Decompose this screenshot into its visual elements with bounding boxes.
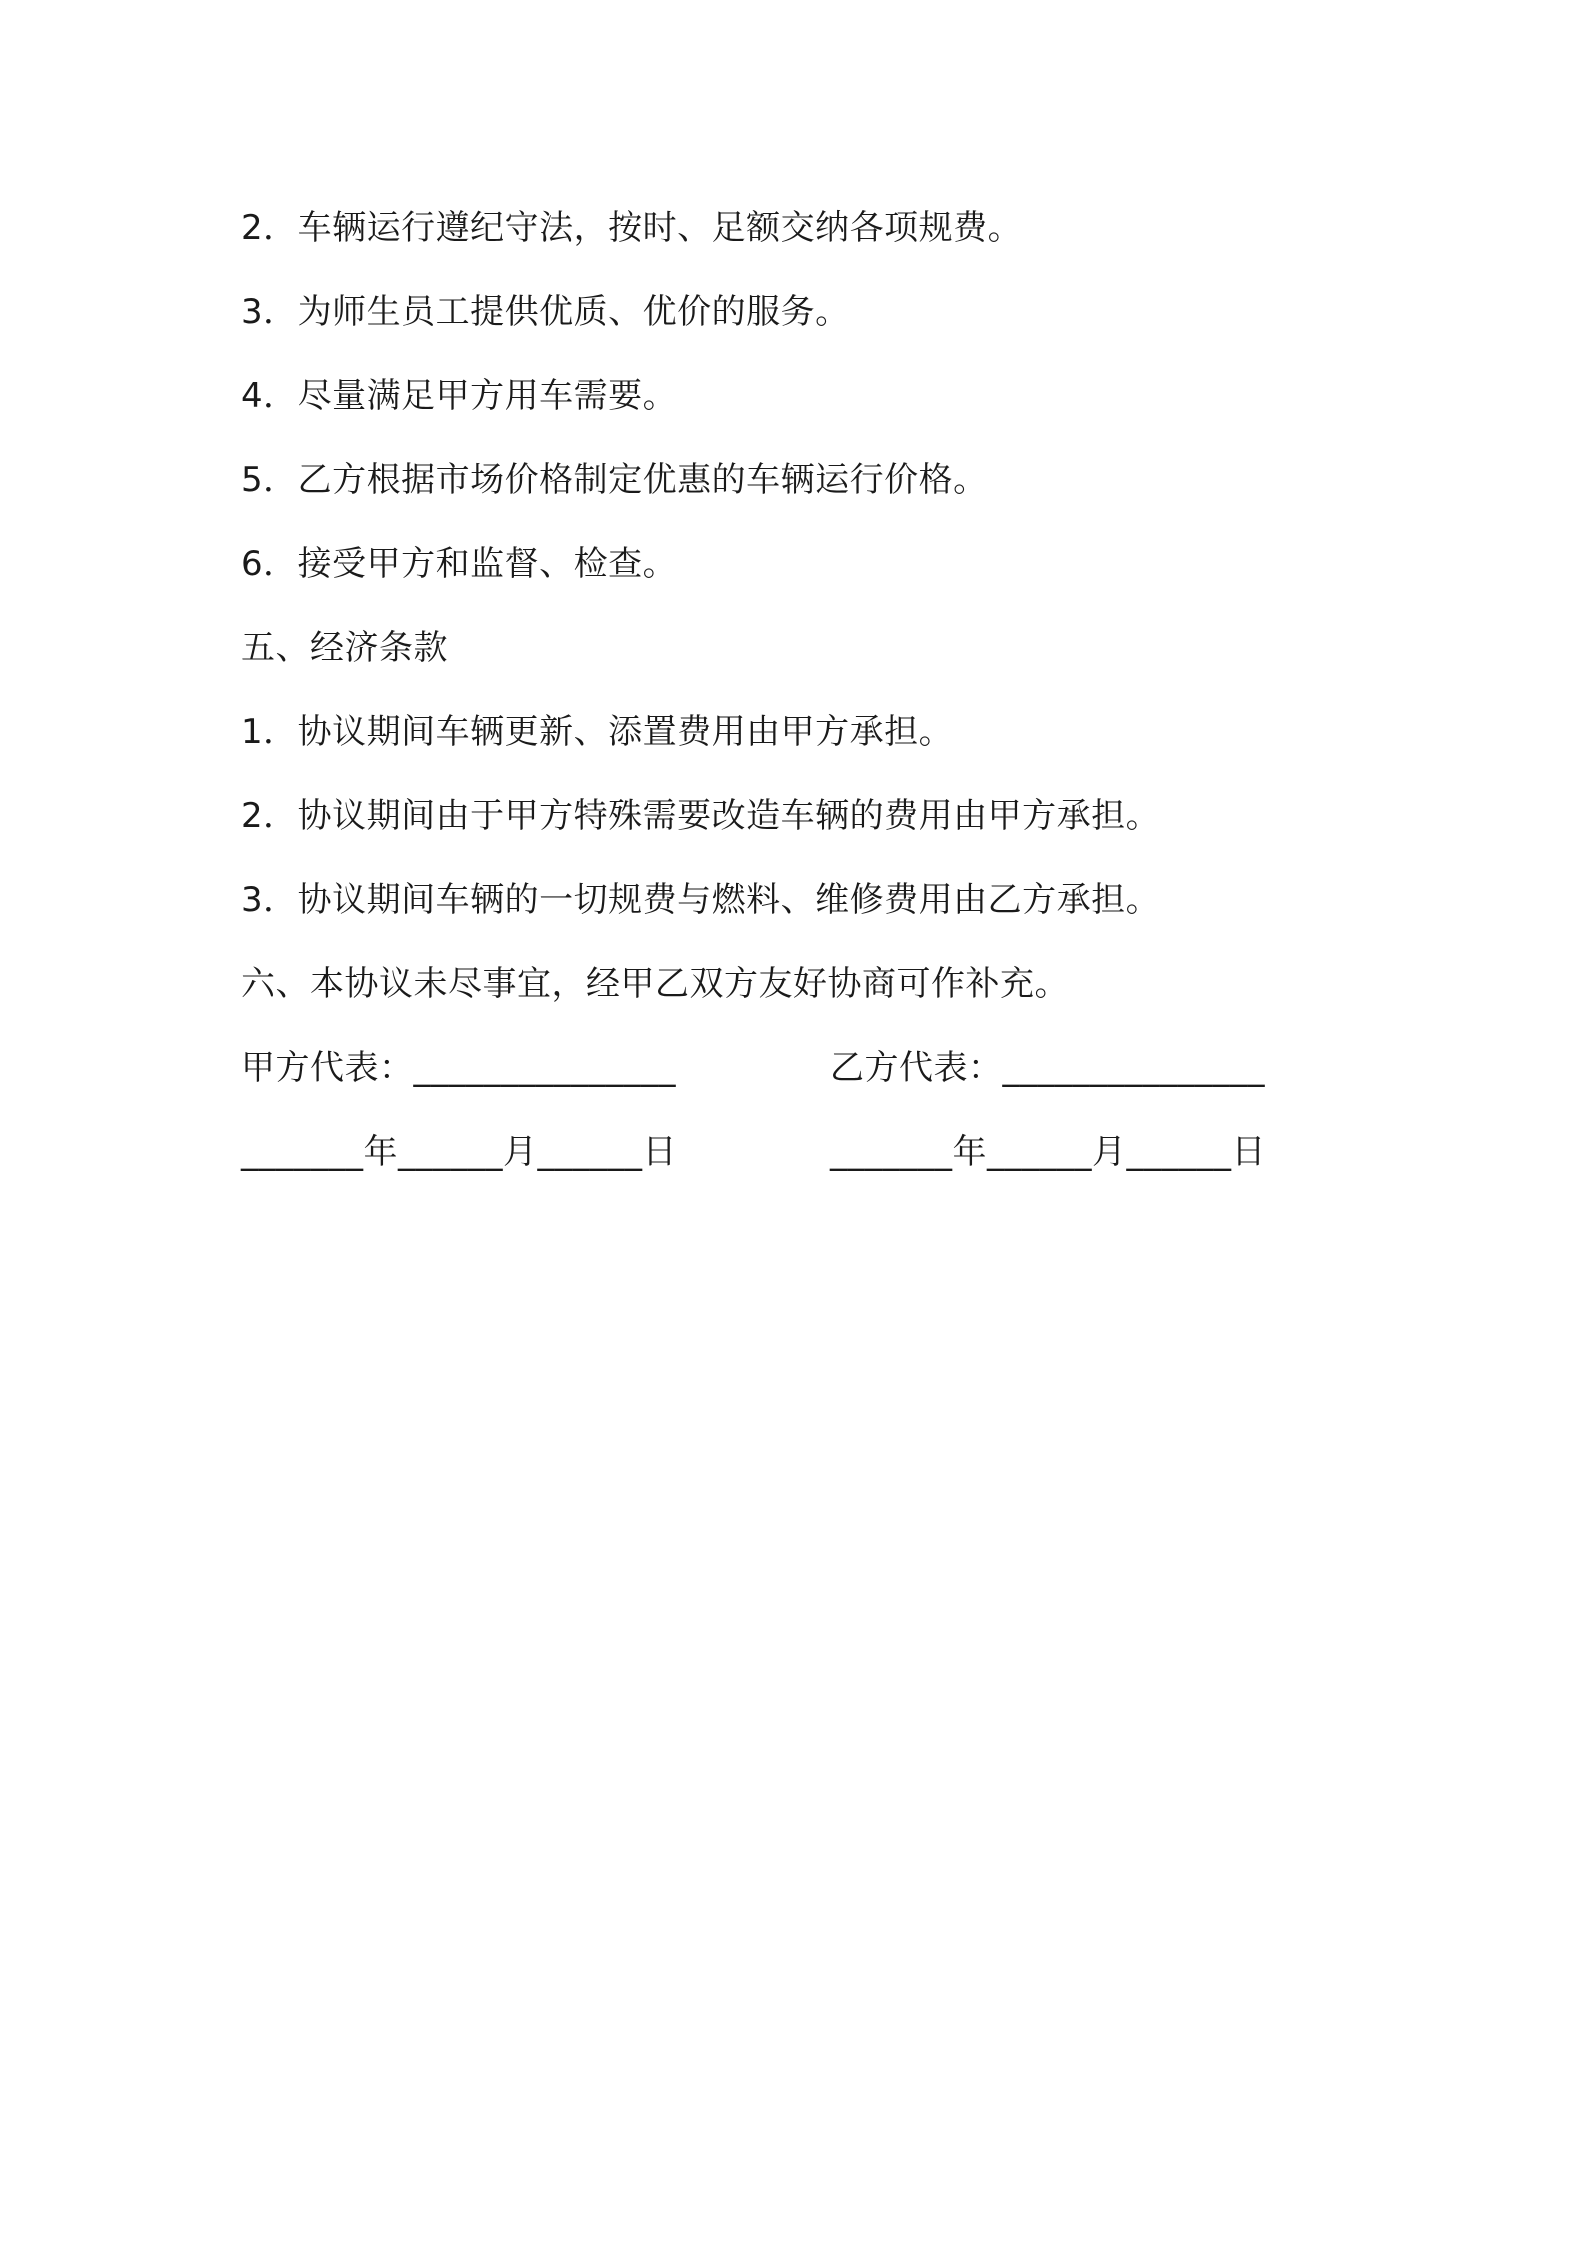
- party-b-representative: 乙方代表：_______________: [830, 1048, 1265, 1088]
- clause-five-item-1: 1．协议期间车辆更新、添置费用由甲方承担。: [241, 712, 954, 752]
- clause-four-item-3: 3．为师生员工提供优质、优价的服务。: [241, 292, 850, 332]
- clause-five-item-2: 2．协议期间由于甲方特殊需要改造车辆的费用由甲方承担。: [241, 796, 1161, 836]
- clause-four-item-2: 2．车辆运行遵纪守法，按时、足额交纳各项规费。: [241, 208, 1023, 248]
- section-six-text: 六、本协议未尽事宜，经甲乙双方友好协商可作补充。: [241, 964, 1069, 1004]
- clause-four-item-4: 4．尽量满足甲方用车需要。: [241, 376, 678, 416]
- section-five-heading: 五、经济条款: [241, 628, 448, 668]
- clause-four-item-5: 5．乙方根据市场价格制定优惠的车辆运行价格。: [241, 460, 988, 500]
- party-a-representative: 甲方代表：_______________: [241, 1048, 676, 1088]
- party-b-date: _______年______月______日: [830, 1132, 1266, 1172]
- clause-five-item-3: 3．协议期间车辆的一切规费与燃料、维修费用由乙方承担。: [241, 880, 1161, 920]
- party-a-date: _______年______月______日: [241, 1132, 677, 1172]
- clause-four-item-6: 6．接受甲方和监督、检查。: [241, 544, 678, 584]
